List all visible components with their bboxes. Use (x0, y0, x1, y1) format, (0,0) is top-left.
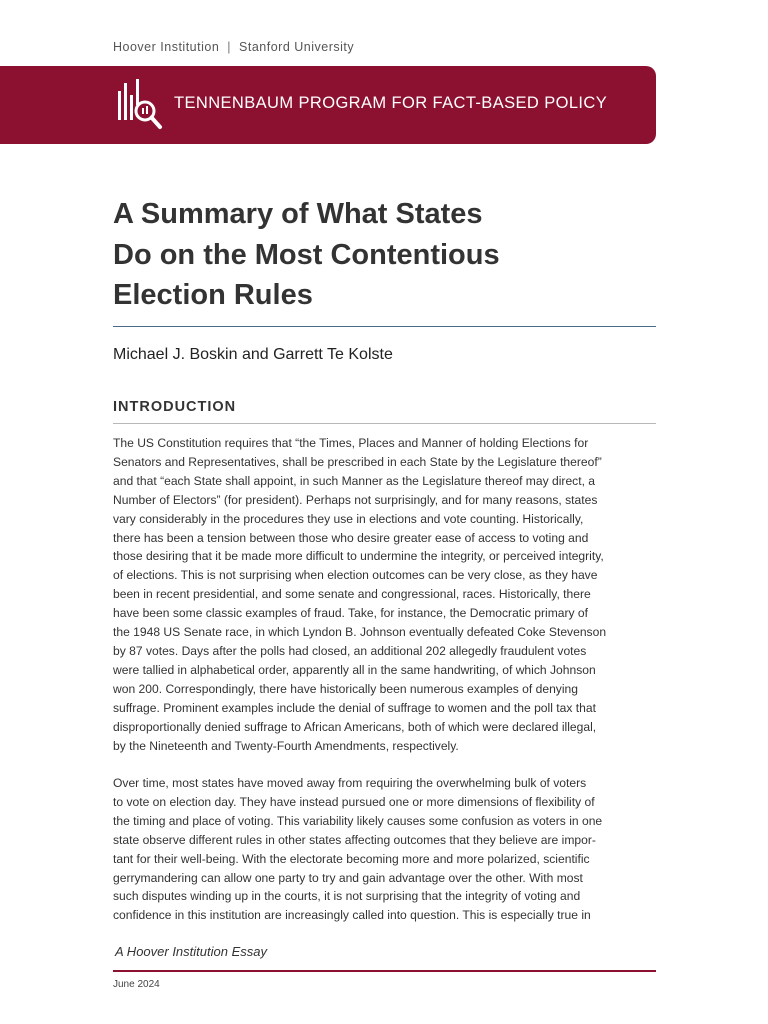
title-divider (113, 326, 656, 327)
program-banner (0, 66, 656, 144)
text-line: won 200. Correspondingly, there have historically been numerous examples of denying (113, 681, 578, 696)
text-line: disproportionally denied suffrage to African Americans, both of which were declared illegal, (113, 719, 597, 734)
text-line: tant for their well-being. With the electorate becoming more and more polarized, scientific (113, 851, 590, 866)
text-line: state observe different rules in other states affecting outcomes that they believe are impor- (113, 832, 596, 847)
text-line: such disputes winding up in the courts, it is not surprising that the integrity of voting and (113, 889, 581, 904)
page-title (113, 194, 673, 316)
section-heading: INTRODUCTION (113, 399, 237, 415)
text-line: been in recent presidential, and some senate and congressional, races. Historically, there (113, 587, 591, 602)
text-line: of elections. This is not surprising when election outcomes can be very close, as they have (113, 568, 598, 583)
title-line: A Summary of What States (113, 198, 483, 230)
title-line: Do on the Most Contentious (113, 238, 500, 271)
text-line: Number of Electors” (for president). Perhaps not surprisingly, and for many reasons, states (113, 492, 598, 507)
text-line: the 1948 US Senate race, in which Lyndon B. Johnson eventually defeated Coke Stevenson (113, 625, 607, 640)
header-separator: | (227, 40, 232, 54)
text-line: Over time, most states have moved away from requiring the overwhelming bulk of voters (113, 776, 587, 790)
text-line: there has been a tension between those who desire greater ease of access to voting and (113, 530, 589, 545)
text-line: confidence in this institution are increasingly called into question. This is especially true in (113, 908, 591, 923)
text-line: Senators and Representatives, shall be prescribed in each State by the Legislature thereof” (113, 454, 602, 469)
text-line: were tallied in alphabetical order, apparently all in the same handwriting, of which Johnson (113, 662, 596, 677)
text-line: to vote on election day. They have instead pursued one or more dimensions of flexibility of (113, 794, 595, 809)
text-line: have been some classic examples of fraud. Take, for instance, the Democratic primary of (113, 606, 589, 621)
institution-name: Hoover Institution (113, 40, 220, 54)
text-line: suffrage. Prominent examples include the denial of suffrage to women and the poll tax that (113, 700, 596, 715)
publication-date: June 2024 (113, 979, 160, 990)
bar-chart-magnifier-icon (115, 75, 165, 135)
text-line: vary considerably in the procedures they use in elections and vote counting. Historically, (113, 511, 584, 526)
text-line: and that “each State shall appoint, in such Manner as the Legislature thereof may direct, a (113, 473, 596, 488)
paragraph-2 (113, 774, 653, 925)
authors: Michael J. Boskin and Garrett Te Kolste (113, 346, 393, 363)
essay-label: A Hoover Institution Essay (115, 944, 267, 959)
header-affiliation (113, 40, 354, 54)
text-line: those desiring that it be made more difficult to undermine the integrity, or perceived integrity, (113, 549, 604, 564)
paragraph-1 (113, 434, 653, 755)
text-line: gerrymandering can allow one party to try and gain advantage over the other. With most (113, 870, 583, 885)
university-name: Stanford University (239, 40, 355, 54)
title-line: Election Rules (113, 279, 313, 311)
text-line: by the Nineteenth and Twenty-Fourth Amendments, respectively. (113, 738, 459, 753)
footer-divider (113, 970, 656, 972)
text-line: by 87 votes. Days after the polls had closed, an additional 202 allegedly fraudulent votes (113, 643, 587, 658)
program-name: TENNENBAUM PROGRAM FOR FACT-BASED POLICY (174, 94, 608, 112)
text-line: The US Constitution requires that “the Times, Places and Manner of holding Elections for (113, 436, 589, 450)
section-divider (113, 423, 656, 424)
text-line: the timing and place of voting. This variability likely causes some confusion as voters in one (113, 813, 603, 828)
